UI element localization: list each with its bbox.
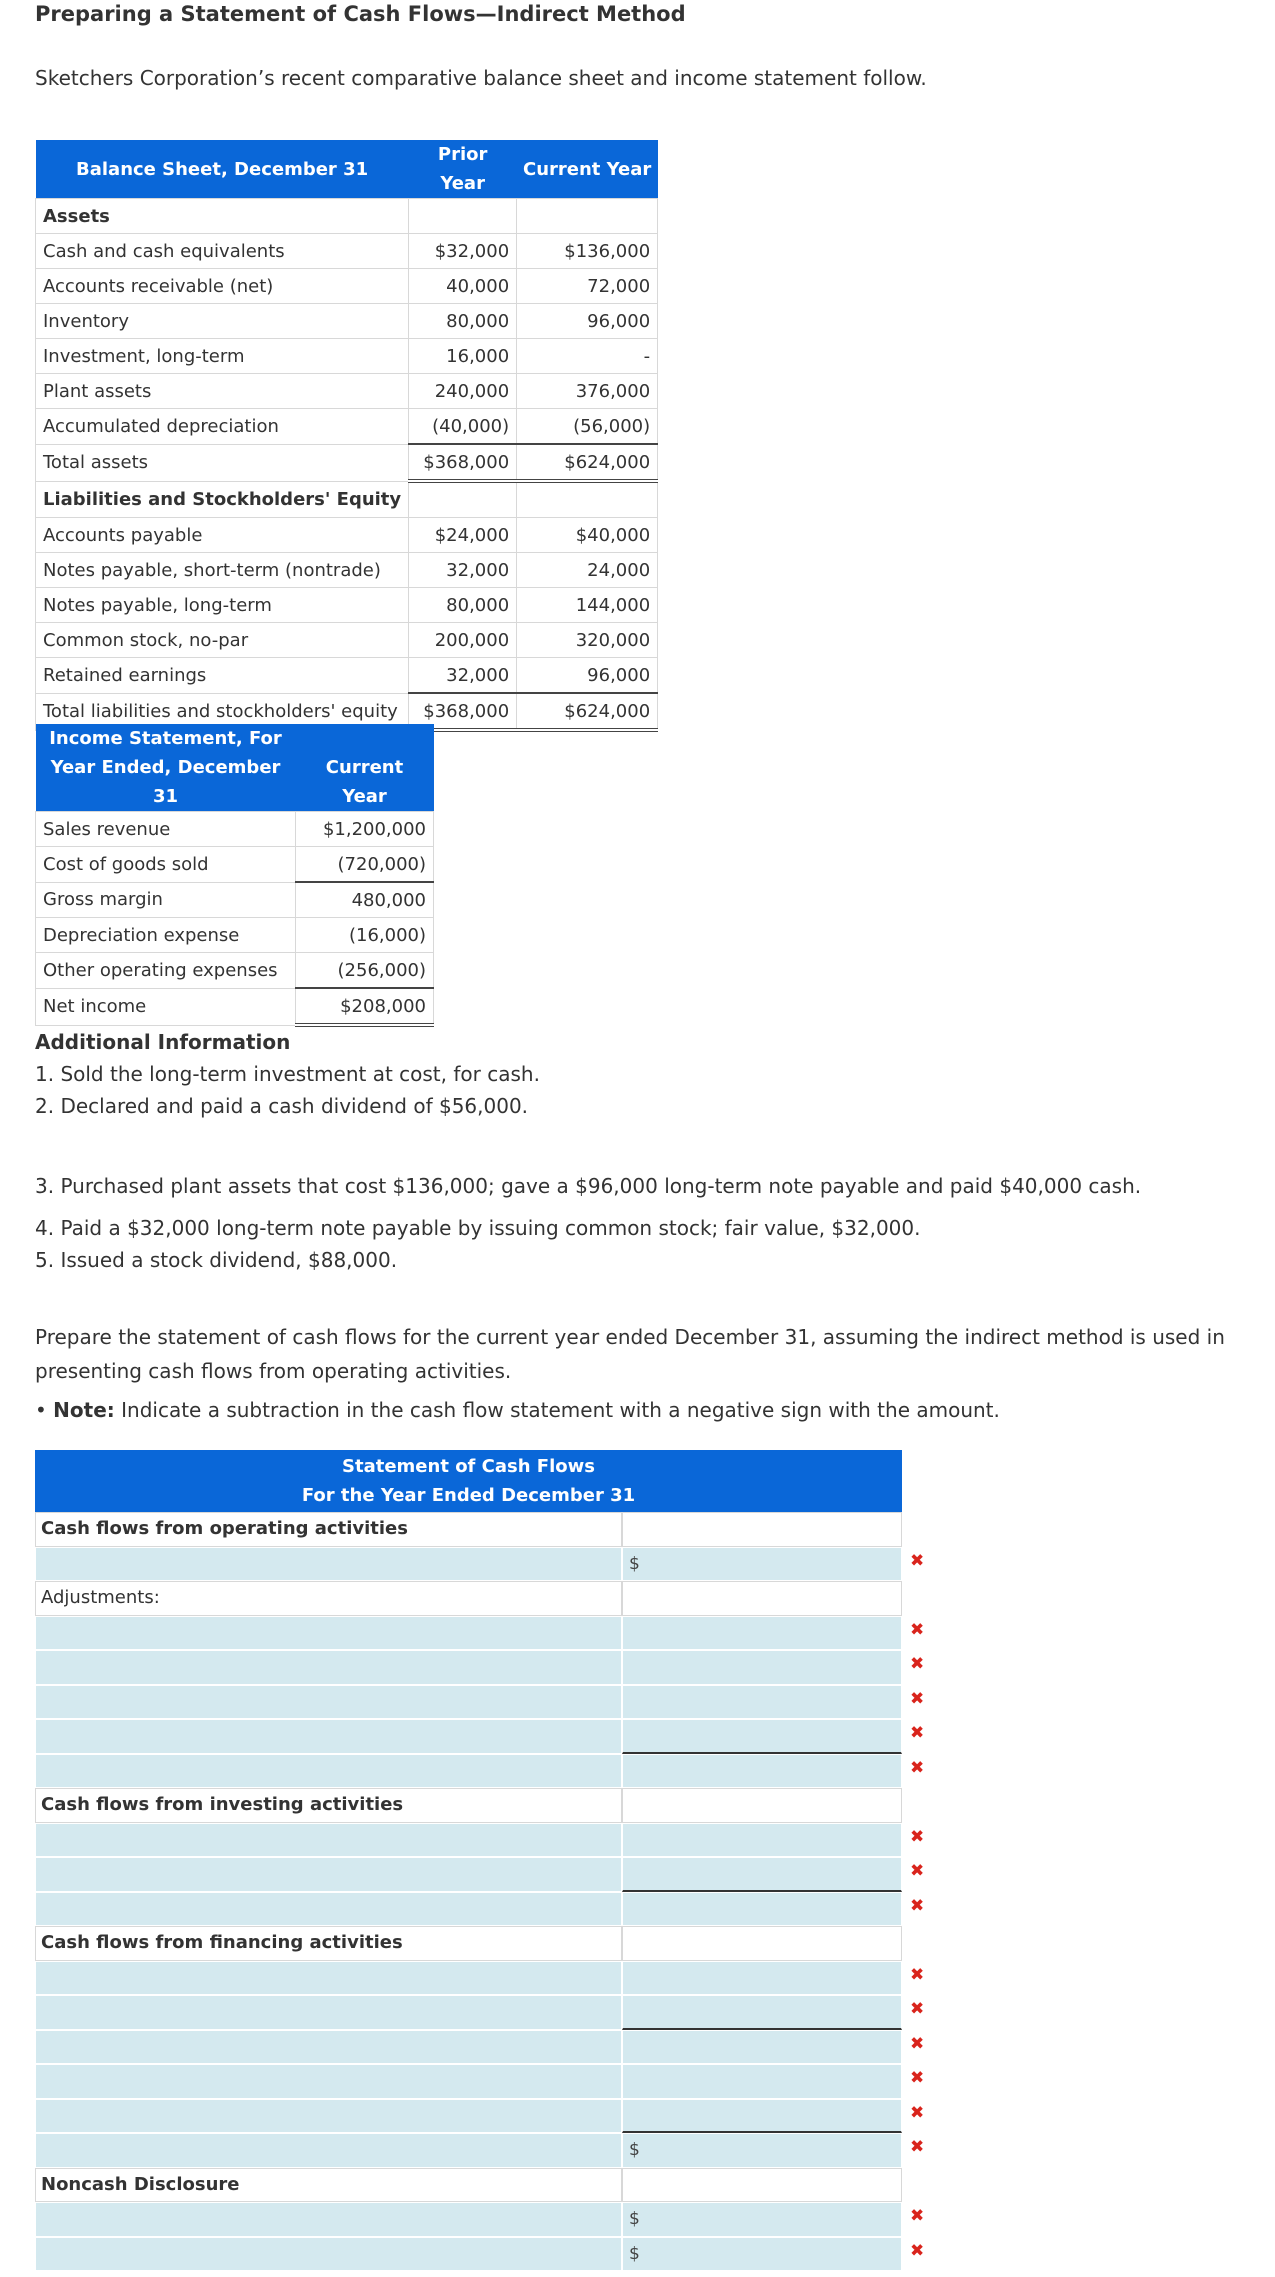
bs-row-label: Cash and cash equivalents [36, 234, 409, 269]
page-title: Preparing a Statement of Cash Flows—Indirect Method [35, 2, 686, 26]
incorrect-x-icon: ✖ [910, 1757, 925, 1778]
incorrect-x-icon: ✖ [910, 1861, 925, 1881]
cf-description-input[interactable] [35, 1650, 622, 1685]
incorrect-x-icon: ✖ [910, 2206, 925, 2226]
investing-section-label: Cash flows from investing activities [35, 1788, 622, 1823]
incorrect-x-icon: ✖ [910, 2240, 925, 2261]
note-label: Note: [53, 1398, 115, 1422]
cf-amount-input[interactable] [622, 1547, 902, 1582]
bs-row-current: $624,000 [517, 444, 658, 481]
bs-row [36, 444, 658, 481]
incorrect-x-icon: ✖ [910, 1826, 925, 1847]
cf-amount-input[interactable] [622, 1650, 902, 1685]
is-row-label: Gross margin [36, 882, 296, 918]
is-row-label: Sales revenue [36, 812, 296, 847]
cf-amount-input[interactable] [622, 2099, 902, 2134]
cf-section-row [35, 2168, 902, 2203]
financing-section-label: Cash flows from financing activities [35, 1926, 622, 1961]
additional-item-4: 4. Paid a $32,000 long-term note payable by issuing common stock; fair value, $32,000. [35, 1216, 921, 1240]
bs-row-label: Accounts receivable (net) [36, 269, 409, 304]
cf-empty-cell [622, 1581, 902, 1616]
cf-input-row [35, 1995, 925, 2030]
additional-item-1: 1. Sold the long-term investment at cost, for cash. [35, 1062, 540, 1086]
incorrect-x-icon: ✖ [910, 1619, 925, 1640]
cf-description-input[interactable] [35, 2202, 622, 2237]
cf-description-input[interactable] [35, 1857, 622, 1892]
additional-heading: Additional Information [35, 1030, 291, 1054]
bs-row [36, 234, 658, 269]
cf-amount-input[interactable] [622, 2237, 902, 2272]
cf-input-row [35, 2133, 925, 2168]
bs-row-label: Accounts payable [36, 518, 409, 553]
cf-empty-cell [622, 1926, 902, 1961]
cf-amount-input[interactable] [622, 1685, 902, 1720]
is-row-value: (720,000) [296, 847, 434, 883]
cash-flow-worksheet [35, 1450, 925, 2271]
cf-input-row [35, 1892, 925, 1927]
is-row-value: $1,200,000 [296, 812, 434, 847]
bs-row-prior: $368,000 [409, 693, 517, 730]
bs-row-current: (56,000) [517, 409, 658, 445]
bs-row [36, 269, 658, 304]
bs-header-prior: Prior Year [409, 140, 517, 199]
is-row-label: Cost of goods sold [36, 847, 296, 883]
cf-description-input[interactable] [35, 1823, 622, 1858]
cf-input-row [35, 1823, 925, 1858]
bs-row [36, 374, 658, 409]
is-row [36, 953, 434, 989]
cf-description-input[interactable] [35, 1754, 622, 1789]
bs-row-current: 144,000 [517, 588, 658, 623]
bs-row-label: Inventory [36, 304, 409, 339]
bs-row [36, 588, 658, 623]
cf-amount-input[interactable] [622, 1719, 902, 1754]
is-row-label: Depreciation expense [36, 918, 296, 953]
cf-amount-input[interactable] [622, 1616, 902, 1651]
dollar-sign: $ [629, 2140, 640, 2160]
is-row [36, 847, 434, 883]
incorrect-x-icon: ✖ [910, 2033, 925, 2054]
bs-row-prior [409, 199, 517, 234]
cf-input-row [35, 2030, 925, 2065]
cf-input-row [35, 1754, 925, 1789]
bs-row-prior: (40,000) [409, 409, 517, 445]
cf-input-row [35, 1857, 925, 1892]
incorrect-x-icon: ✖ [910, 1895, 925, 1916]
cf-section-row [35, 1926, 902, 1961]
cf-description-input[interactable] [35, 1995, 622, 2030]
bullet: • [35, 1398, 47, 1422]
is-row-value: 480,000 [296, 882, 434, 918]
intro-text: Sketchers Corporation’s recent comparative balance sheet and income statement follow. [35, 66, 927, 90]
bs-row-prior [409, 481, 517, 518]
cash-flow-header [35, 1450, 902, 1512]
bs-row-prior: 40,000 [409, 269, 517, 304]
bs-row-prior: 32,000 [409, 553, 517, 588]
bs-row-current: 72,000 [517, 269, 658, 304]
instructions-text: Prepare the statement of cash flows for the current year ended December 31, assuming the indirect method is used in presenting cash flows from operating activities. [35, 1325, 1225, 1383]
cf-description-input[interactable] [35, 2064, 622, 2099]
cf-description-input[interactable] [35, 1685, 622, 1720]
cf-amount-input[interactable] [622, 2202, 902, 2237]
bs-row-label: Investment, long-term [36, 339, 409, 374]
bs-row [36, 623, 658, 658]
cf-empty-cell [622, 2168, 902, 2203]
bs-row-current: 24,000 [517, 553, 658, 588]
cf-input-row [35, 2237, 925, 2272]
bs-header-current: Current Year [517, 140, 658, 199]
bs-row-prior: 16,000 [409, 339, 517, 374]
cf-input-row [35, 1961, 925, 1996]
bs-row-label: Assets [36, 199, 409, 234]
bs-row-prior: 80,000 [409, 304, 517, 339]
cf-description-input[interactable] [35, 1961, 622, 1996]
incorrect-x-icon: ✖ [910, 1688, 925, 1709]
bs-row-label: Liabilities and Stockholders' Equity [36, 481, 409, 518]
bs-row [36, 481, 658, 518]
is-row [36, 918, 434, 953]
bs-row-current: 96,000 [517, 658, 658, 694]
additional-information [35, 1030, 290, 1054]
bs-row [36, 409, 658, 445]
cf-amount-input[interactable] [622, 2133, 902, 2168]
additional-item-2: 2. Declared and paid a cash dividend of $56,000. [35, 1094, 529, 1118]
cf-input-row [35, 2064, 925, 2099]
is-row-value: (256,000) [296, 953, 434, 989]
bs-row-label: Total liabilities and stockholders' equity [36, 693, 409, 730]
operating-section-label: Cash flows from operating activities [35, 1512, 622, 1547]
cf-amount-input[interactable] [622, 1961, 902, 1996]
cash-flow-title: Statement of Cash Flows [342, 1456, 595, 1477]
is-row-label: Other operating expenses [36, 953, 296, 989]
cf-section-row [35, 1581, 902, 1616]
bs-row-label: Plant assets [36, 374, 409, 409]
cf-input-row [35, 1719, 925, 1754]
cf-empty-cell [622, 1788, 902, 1823]
cf-description-input[interactable] [35, 1892, 622, 1927]
cf-amount-input[interactable] [622, 1892, 902, 1927]
bs-row-label: Notes payable, long-term [36, 588, 409, 623]
bs-row-prior: 80,000 [409, 588, 517, 623]
bs-row-prior: $24,000 [409, 518, 517, 553]
cf-amount-input[interactable] [622, 1823, 902, 1858]
bs-row-prior: 200,000 [409, 623, 517, 658]
is-header-line2: Year Ended, December 31 [50, 757, 281, 807]
cf-amount-input[interactable] [622, 2030, 902, 2065]
incorrect-x-icon: ✖ [910, 1964, 925, 1985]
bs-row [36, 304, 658, 339]
note-text: Indicate a subtraction in the cash flow statement with a negative sign with the amount. [121, 1398, 1000, 1422]
bs-row-label: Total assets [36, 444, 409, 481]
is-row-label: Net income [36, 988, 296, 1025]
is-row-value: $208,000 [296, 988, 434, 1025]
cf-description-input[interactable] [35, 1616, 622, 1651]
bs-row-prior: 240,000 [409, 374, 517, 409]
bs-header-label: Balance Sheet, December 31 [36, 140, 409, 199]
bs-row-current [517, 199, 658, 234]
cf-input-row [35, 2202, 925, 2237]
cf-input-row [35, 1650, 925, 1685]
bs-row [36, 339, 658, 374]
additional-item-3: 3. Purchased plant assets that cost $136,000; gave a $96,000 long-term note payable and paid $40,000 cash. [35, 1174, 1142, 1198]
incorrect-x-icon: ✖ [910, 2137, 925, 2157]
bs-row-prior: 32,000 [409, 658, 517, 694]
bs-row [36, 199, 658, 234]
income-statement-table [35, 724, 434, 1027]
incorrect-x-icon: ✖ [910, 1723, 925, 1743]
cf-amount-input[interactable] [622, 2064, 902, 2099]
adjustments-label: Adjustments: [35, 1581, 622, 1616]
bs-row-current: 376,000 [517, 374, 658, 409]
bs-row-prior: $368,000 [409, 444, 517, 481]
cf-amount-input[interactable] [622, 1857, 902, 1892]
noncash-section-label: Noncash Disclosure [35, 2168, 622, 2203]
bs-row-label: Common stock, no-par [36, 623, 409, 658]
incorrect-x-icon: ✖ [910, 2068, 925, 2088]
is-row [36, 882, 434, 918]
cf-description-input[interactable] [35, 2099, 622, 2134]
bs-row-label: Notes payable, short-term (nontrade) [36, 553, 409, 588]
cf-amount-input[interactable] [622, 1754, 902, 1789]
is-row [36, 812, 434, 847]
cf-description-input[interactable] [35, 2237, 622, 2272]
bs-row-label: Retained earnings [36, 658, 409, 694]
bs-row-current: 96,000 [517, 304, 658, 339]
incorrect-x-icon: ✖ [910, 1550, 925, 1571]
is-row [36, 988, 434, 1025]
cf-input-row [35, 1616, 925, 1651]
cf-description-input[interactable] [35, 1547, 622, 1582]
is-header-current: Current Year [296, 724, 434, 812]
bs-row-current [517, 481, 658, 518]
bs-row-current: $40,000 [517, 518, 658, 553]
bs-row [36, 553, 658, 588]
cf-empty-cell [622, 1512, 902, 1547]
note-line [35, 1398, 1000, 1422]
dollar-sign: $ [629, 2243, 640, 2264]
bs-row-prior: $32,000 [409, 234, 517, 269]
cf-section-row [35, 1788, 902, 1823]
is-header-label [36, 724, 296, 812]
cf-amount-input[interactable] [622, 1995, 902, 2030]
bs-row-label: Accumulated depreciation [36, 409, 409, 445]
incorrect-x-icon: ✖ [910, 2102, 925, 2123]
bs-row-current: - [517, 339, 658, 374]
bs-row-current: $136,000 [517, 234, 658, 269]
incorrect-x-icon: ✖ [910, 1999, 925, 2019]
cf-input-row [35, 1685, 925, 1720]
bs-row-current: $624,000 [517, 693, 658, 730]
incorrect-x-icon: ✖ [910, 1654, 925, 1674]
dollar-sign: $ [629, 1553, 640, 1574]
cash-flow-subtitle: For the Year Ended December 31 [301, 1485, 636, 1506]
dollar-sign: $ [629, 2209, 640, 2229]
is-row-value: (16,000) [296, 918, 434, 953]
bs-row [36, 518, 658, 553]
cf-description-input[interactable] [35, 2133, 622, 2168]
cf-description-input[interactable] [35, 1719, 622, 1754]
is-header-line1: Income Statement, For [49, 728, 282, 749]
bs-row [36, 658, 658, 694]
cf-input-row [35, 2099, 925, 2134]
cf-input-row [35, 1547, 925, 1582]
cf-section-row [35, 1512, 902, 1547]
cf-description-input[interactable] [35, 2030, 622, 2065]
additional-item-5: 5. Issued a stock dividend, $88,000. [35, 1248, 398, 1272]
bs-row-current: 320,000 [517, 623, 658, 658]
balance-sheet-table [35, 140, 658, 732]
